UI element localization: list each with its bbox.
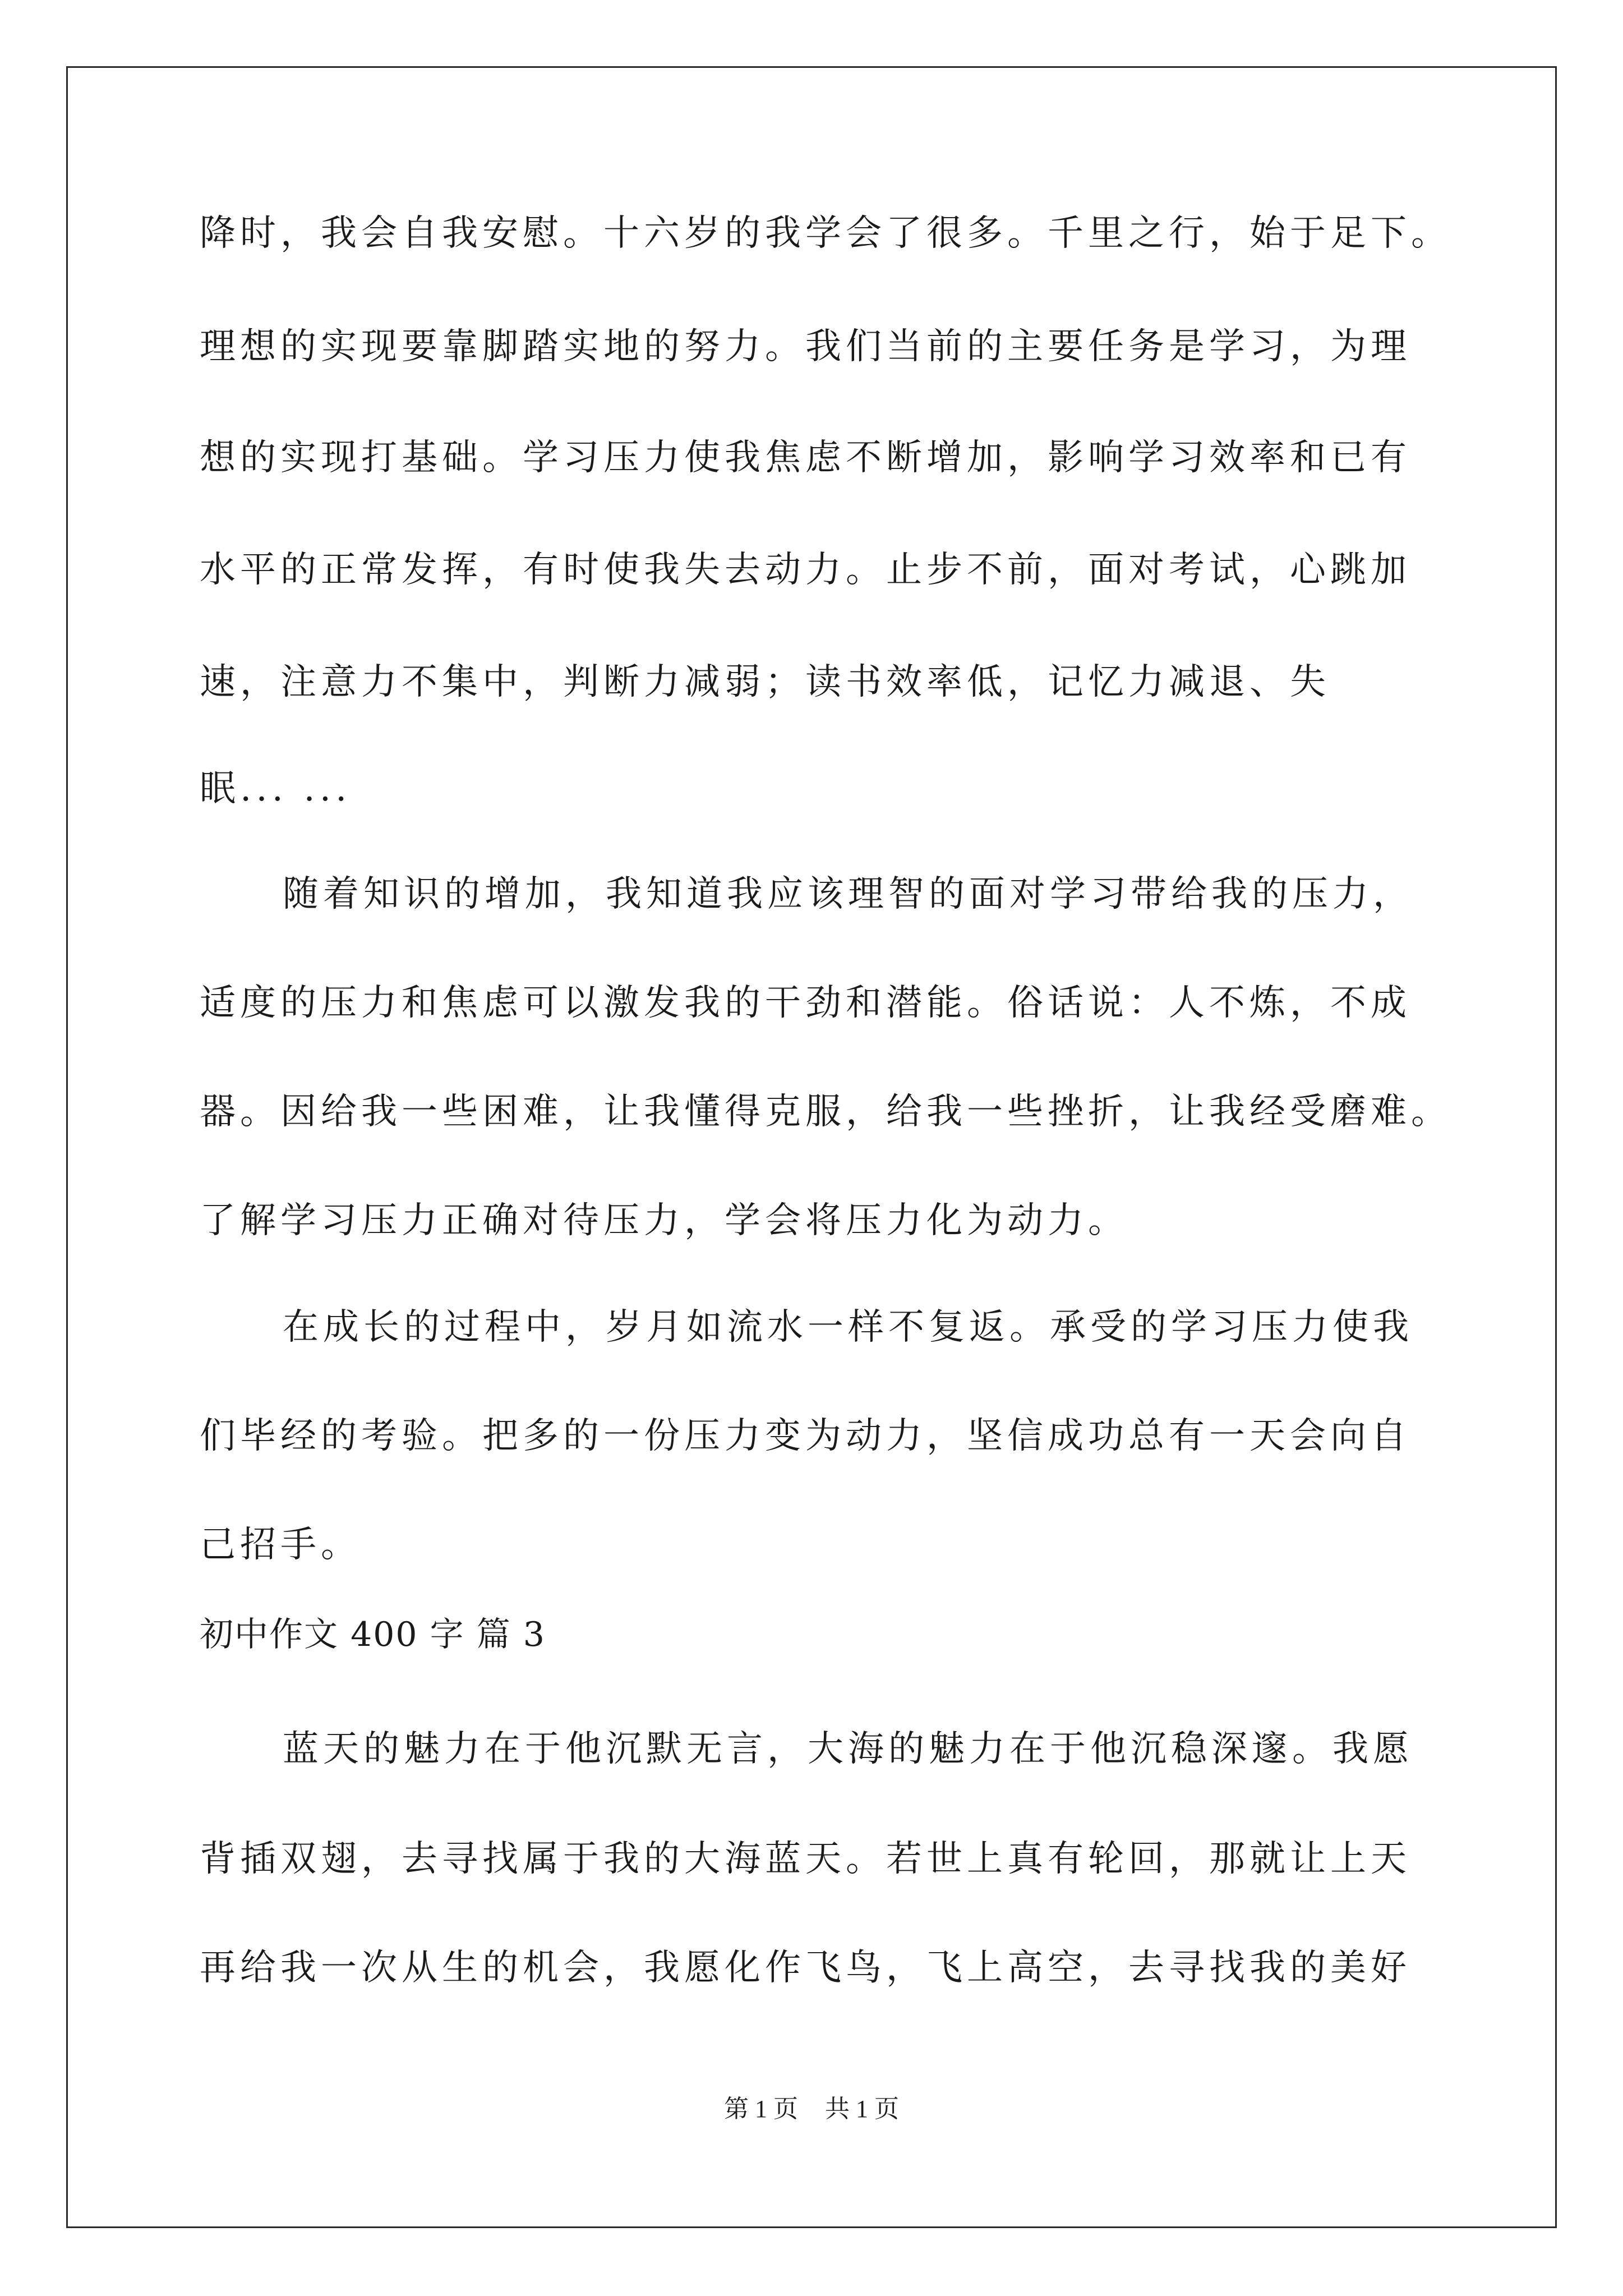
paragraph-2-line-2: 适度的压力和焦虑可以激发我的干劲和潜能。俗话说：人不炼，不成 xyxy=(200,982,1411,1024)
body-line-4: 水平的正常发挥，有时使我失去动力。止步不前，面对考试，心跳加 xyxy=(200,549,1411,591)
paragraph-4-line-2: 背插双翅，去寻找属于我的大海蓝天。若世上真有轮回，那就让上天 xyxy=(200,1838,1411,1880)
page-total: 共 1 页 xyxy=(825,2095,899,2123)
section-heading: 初中作文 400 字 篇 3 xyxy=(200,1615,546,1654)
body-line-5: 速，注意力不集中，判断力减弱；读书效率低，记忆力减退、失 xyxy=(200,661,1330,703)
paragraph-4-line-3: 再给我一次从生的机会，我愿化作飞鸟，飞上高空，去寻找我的美好 xyxy=(200,1947,1411,1989)
page-number: 第 1 页 xyxy=(724,2095,798,2123)
paragraph-2-line-4: 了解学习压力正确对待压力，学会将压力化为动力。 xyxy=(200,1200,1128,1241)
body-line-2: 理想的实现要靠脚踏实地的努力。我们当前的主要任务是学习，为理 xyxy=(200,326,1411,367)
paragraph-2-line-3: 器。因给我一些困难，让我懂得克服，给我一些挫折，让我经受磨难。 xyxy=(200,1091,1451,1133)
paragraph-3-line-3: 己招手。 xyxy=(200,1524,361,1566)
paragraph-2-line-1: 随着知识的增加，我知道我应该理智的面对学习带给我的压力， xyxy=(283,873,1413,915)
page-footer xyxy=(0,2092,1623,2126)
paragraph-3-line-2: 们毕经的考验。把多的一份压力变为动力，坚信成功总有一天会向自 xyxy=(200,1415,1411,1457)
paragraph-4-line-1: 蓝天的魅力在于他沉默无言，大海的魅力在于他沉稳深邃。我愿 xyxy=(283,1728,1413,1770)
body-line-6: 眠... ... xyxy=(200,768,352,809)
body-line-3: 想的实现打基础。学习压力使我焦虑不断增加，影响学习效率和已有 xyxy=(200,437,1411,478)
body-line-1: 降时，我会自我安慰。十六岁的我学会了很多。千里之行，始于足下。 xyxy=(200,213,1451,254)
page-border xyxy=(66,66,1557,2228)
paragraph-3-line-1: 在成长的过程中，岁月如流水一样不复返。承受的学习压力使我 xyxy=(283,1306,1413,1348)
